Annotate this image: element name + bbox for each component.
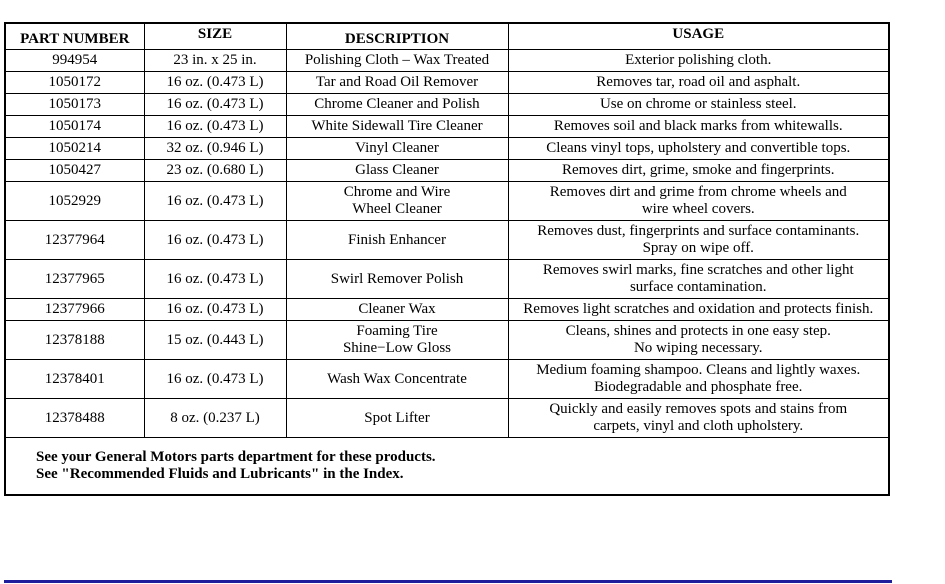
size-cell: 16 oz. (0.473 L) — [144, 182, 286, 221]
usage-cell — [508, 399, 889, 438]
size-cell: 15 oz. (0.443 L) — [144, 321, 286, 360]
usage-cell — [508, 221, 889, 260]
description-line: Finish Enhancer — [348, 231, 446, 248]
usage-line: Removes dirt, grime, smoke and fingerprints. — [562, 162, 835, 178]
size-cell: 16 oz. (0.473 L) — [144, 260, 286, 299]
note-line: See your General Motors parts department for these products. — [36, 449, 436, 465]
header-description: DESCRIPTION — [286, 23, 508, 50]
header-size: SIZE — [144, 23, 286, 50]
description-line: Tar and Road Oil Remover — [315, 74, 479, 90]
usage-line: wire wheel covers. — [641, 201, 755, 217]
size-cell: 16 oz. (0.473 L) — [144, 360, 286, 399]
description-line: White Sidewall Tire Cleaner — [311, 118, 483, 134]
usage-line: Cleans vinyl tops, upholstery and convertible tops. — [546, 140, 851, 156]
header-part-number: PART NUMBER — [5, 23, 144, 50]
part-number-cell: 994954 — [5, 50, 144, 72]
description-cell — [286, 138, 508, 160]
usage-line: Removes tar, road oil and asphalt. — [596, 74, 801, 90]
table-row — [5, 160, 889, 182]
notes-row — [5, 438, 889, 496]
usage-line: carpets, vinyl and cloth upholstery. — [593, 418, 804, 434]
notes-cell — [5, 438, 889, 496]
description-line: Shine−Low Gloss — [342, 340, 452, 356]
usage-cell — [508, 160, 889, 182]
description-cell — [286, 94, 508, 116]
usage-cell — [508, 299, 889, 321]
table-row — [5, 299, 889, 321]
description-cell — [286, 399, 508, 438]
part-number-cell: 12378488 — [5, 399, 144, 438]
description-cell — [286, 221, 508, 260]
table-body — [5, 50, 889, 438]
size-cell: 23 oz. (0.680 L) — [144, 160, 286, 182]
usage-line: No wiping necessary. — [633, 340, 763, 356]
usage-line: Medium foaming shampoo. Cleans and lightly waxes. — [536, 362, 861, 378]
usage-cell — [508, 94, 889, 116]
usage-cell — [508, 260, 889, 299]
table-row — [5, 72, 889, 94]
part-number-cell: 1050427 — [5, 160, 144, 182]
table-row — [5, 321, 889, 360]
description-cell — [286, 50, 508, 72]
description-line: Glass Cleaner — [355, 162, 439, 178]
usage-cell — [508, 72, 889, 94]
description-line: Vinyl Cleaner — [355, 140, 439, 156]
description-cell — [286, 72, 508, 94]
usage-line: Quickly and easily removes spots and stains from — [549, 401, 848, 417]
table-row — [5, 221, 889, 260]
description-line: Chrome and Wire — [343, 184, 451, 200]
size-cell: 16 oz. (0.473 L) — [144, 72, 286, 94]
table-row — [5, 399, 889, 438]
part-number-cell: 1050214 — [5, 138, 144, 160]
part-number-cell: 12377965 — [5, 260, 144, 299]
part-number-cell: 1050172 — [5, 72, 144, 94]
usage-cell — [508, 138, 889, 160]
description-line: Chrome Cleaner and Polish — [314, 96, 480, 112]
usage-line: Spray on wipe off. — [642, 240, 754, 256]
size-cell: 8 oz. (0.237 L) — [144, 399, 286, 438]
usage-line: Biodegradable and phosphate free. — [594, 379, 803, 395]
description-line: Wheel Cleaner — [352, 201, 442, 217]
description-cell — [286, 260, 508, 299]
part-number-cell: 12377966 — [5, 299, 144, 321]
usage-line: Removes dust, fingerprints and surface contaminants. — [537, 223, 860, 239]
size-cell: 16 oz. (0.473 L) — [144, 116, 286, 138]
parts-table — [4, 22, 890, 496]
description-line: Foaming Tire — [356, 323, 438, 339]
usage-line: Removes light scratches and oxidation and protects finish. — [523, 301, 874, 317]
part-number-cell: 12378188 — [5, 321, 144, 360]
description-cell — [286, 299, 508, 321]
usage-cell — [508, 50, 889, 72]
usage-line: surface contamination. — [629, 279, 767, 295]
header-row — [5, 23, 889, 50]
part-number-cell: 1050173 — [5, 94, 144, 116]
part-number-cell: 1052929 — [5, 182, 144, 221]
usage-line: Use on chrome or stainless steel. — [599, 96, 797, 112]
table-row — [5, 138, 889, 160]
description-cell — [286, 182, 508, 221]
usage-line: Removes soil and black marks from whitewalls. — [553, 118, 843, 134]
usage-cell — [508, 182, 889, 221]
size-cell: 16 oz. (0.473 L) — [144, 221, 286, 260]
table-row — [5, 50, 889, 72]
description-cell — [286, 321, 508, 360]
usage-line: Cleans, shines and protects in one easy step. — [565, 323, 831, 339]
usage-line: Removes dirt and grime from chrome wheels and — [549, 184, 847, 200]
description-cell — [286, 116, 508, 138]
description-line: Swirl Remover Polish — [330, 270, 464, 287]
table-row — [5, 182, 889, 221]
part-number-cell: 12378401 — [5, 360, 144, 399]
part-number-cell: 1050174 — [5, 116, 144, 138]
note-line: See "Recommended Fluids and Lubricants" in the Index. — [36, 466, 404, 482]
usage-cell — [508, 321, 889, 360]
page-divider — [4, 580, 892, 583]
usage-cell — [508, 360, 889, 399]
table-row — [5, 116, 889, 138]
description-line: Polishing Cloth – Wax Treated — [304, 52, 490, 68]
description-line: Cleaner Wax — [358, 301, 436, 317]
size-cell: 32 oz. (0.946 L) — [144, 138, 286, 160]
description-cell — [286, 360, 508, 399]
usage-line: Exterior polishing cloth. — [625, 52, 772, 68]
size-cell: 16 oz. (0.473 L) — [144, 94, 286, 116]
header-usage: USAGE — [508, 23, 889, 50]
description-line: Wash Wax Concentrate — [327, 370, 467, 387]
table-row — [5, 360, 889, 399]
size-cell: 16 oz. (0.473 L) — [144, 299, 286, 321]
description-cell — [286, 160, 508, 182]
usage-cell — [508, 116, 889, 138]
part-number-cell: 12377964 — [5, 221, 144, 260]
size-cell: 23 in. x 25 in. — [144, 50, 286, 72]
table-row — [5, 94, 889, 116]
description-line: Spot Lifter — [364, 409, 430, 426]
usage-line: Removes swirl marks, fine scratches and other light — [542, 262, 854, 278]
table-row — [5, 260, 889, 299]
